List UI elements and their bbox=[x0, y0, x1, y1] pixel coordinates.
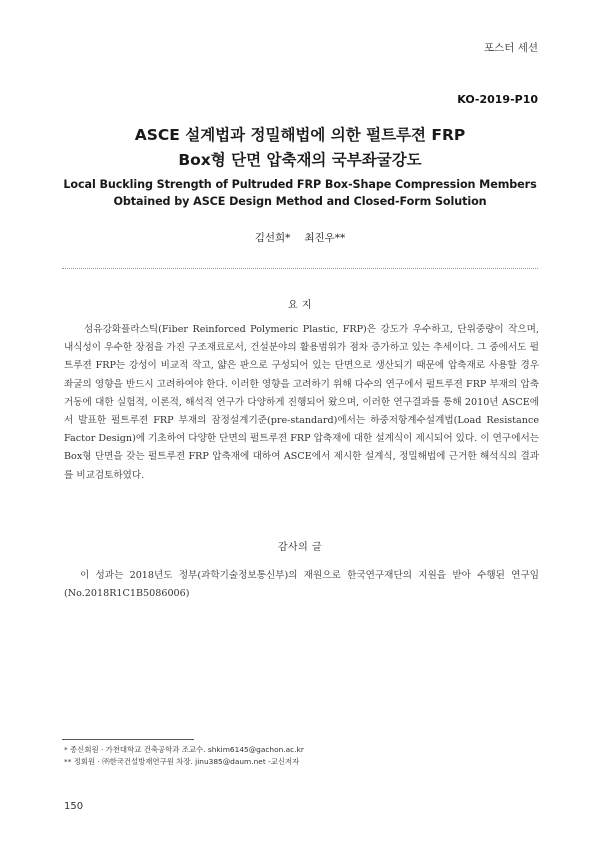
title-english-line2: Obtained by ASCE Design Method and Closed-Form Solution bbox=[113, 195, 487, 208]
title-korean-line1: ASCE 설계법과 정밀해법에 의한 펄트루젼 FRP bbox=[134, 126, 466, 144]
page-number: 150 bbox=[64, 801, 84, 812]
abstract-text: 섬유강화플라스틱(Fiber Reinforced Polymeric Plastic, FRP)은 강도가 우수하고, 단위중량이 작으며, 내식성이 우수한 장점을 가진 구조재료로서, 건설분야의 활용범위가 점차 증가하고 있는 추세이다. 그 중에서도 펄트루젼 FRP는 강성이 비교적 작고, 얇은 판으로 구성되어 있는 단면으로 생산되기 때문에 압축재로 사용할 경우 좌굴의 영향을 반드시 고려하여야 한다. 이러한 영향을 고려하기 위해 다수의 연구에서 펄트루젼 FRP 부재의 압축거동에 대한 실험적, 이론적, 해석적 연구가 다양하게 진행되어 왔으며, 이러한 연구결과를 통해 2010년 ASCE에서 발표한 펄트루젼 FRP 부재의 잠정설계기준(pre-standard)에서는 하중저항계수설계법(Load Resistance Factor Design)에 기초하여 다양한 단면의 펄트루젼 FRP 압축재에 대한 설계식이 제시되어 있다. 이 연구에서는 Box형 단면을 갖는 펄트루젼 FRP 압축재에 대하여 ASCE에서 제시한 설계식, 정밀해법에 근거한 해석식의 결과를 비교검토하였다. bbox=[64, 324, 539, 481]
title-korean-line2: Box형 단면 압축재의 국부좌굴강도 bbox=[178, 151, 422, 169]
session-label: 포스터 세션 bbox=[483, 42, 538, 54]
footnote-divider bbox=[62, 739, 194, 740]
title-english-line1: Local Buckling Strength of Pultruded FRP Box-Shape Compression Members bbox=[63, 178, 537, 191]
footnote: ** 정회원 · ㈜한국건설방재연구원 차장. jinu385@daum.net -교신저자 bbox=[64, 757, 300, 766]
divider bbox=[62, 268, 538, 269]
paper-code: KO-2019-P10 bbox=[457, 93, 538, 106]
author-name: 김선희* bbox=[254, 232, 291, 244]
acknowledgment-text: 이 성과는 2018년도 정부(과학기술정보통신부)의 재원으로 한국연구재단의 지원을 받아 수행된 연구임(No.2018R1C1B5086006) bbox=[64, 570, 539, 600]
author-list bbox=[60, 230, 540, 245]
acknowledgment-heading: 감사의 글 bbox=[277, 542, 323, 553]
abstract-heading: 요 지 bbox=[288, 300, 312, 311]
author-name: 최진우** bbox=[304, 232, 346, 244]
footnote: * 종신회원 · 가천대학교 건축공학과 조교수. shkim6145@gachon.ac.kr bbox=[64, 745, 304, 754]
